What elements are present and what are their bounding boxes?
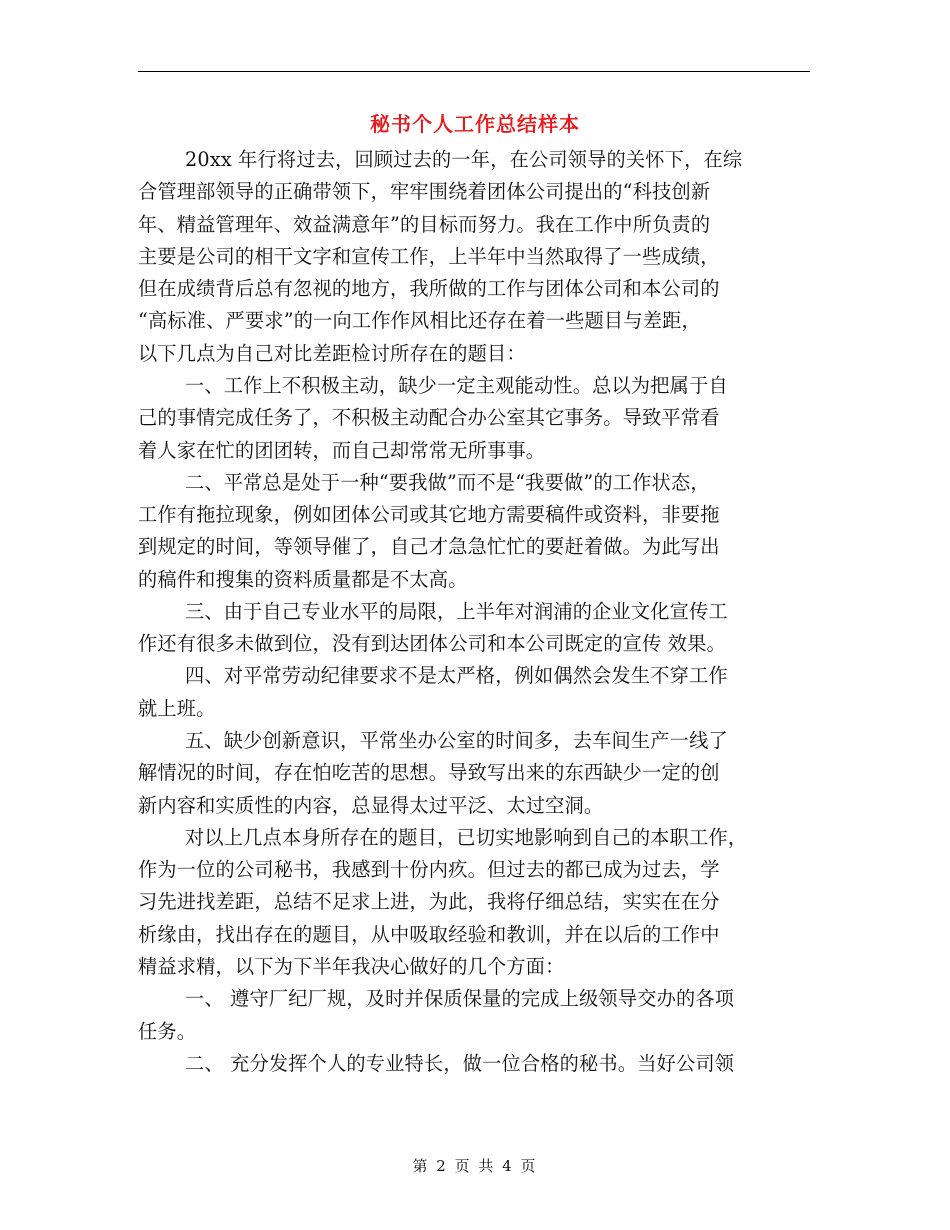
text-line: 精益求精，以下为下半年我决心做好的几个方面： (138, 955, 565, 978)
text-line: 己的事情完成任务了，不积极主动配合办公室其它事务。导致平常看 (138, 406, 720, 430)
text-line: 但在成绩背后总有忽视的地方，我所做的工作与团体公司和本公司的 (138, 277, 720, 301)
text-line: 的稿件和搜集的资料质量都是不太高。 (138, 567, 468, 591)
text-line: 二、平常总是处于一种“要我做”而不是“我要做”的工作状态， (185, 470, 710, 494)
text-line: 一、 遵守厂纪厂规，及时并保质保量的完成上级领导交办的各项 (185, 987, 735, 1011)
text-line: 主要是公司的相干文字和宣传工作，上半年中当然取得了一些成绩， (138, 244, 720, 268)
page-footer: 第 2 页 共 4 页 (412, 1157, 538, 1175)
text-line: 一、工作上不积极主动，缺少一定主观能动性。总以为把属于自 (185, 373, 728, 397)
text-line: “高标准、严要求”的一向工作作风相比还存在着一些题目与差距， (138, 309, 701, 333)
document-title: 秘书个人工作总结样本 (370, 112, 580, 136)
text-line: 作为一位的公司秘书，我感到十份内疚。但过去的都已成为过去，学 (138, 858, 720, 882)
text-line: 以下几点为自己对比差距检讨所存在的题目： (138, 341, 526, 365)
text-line: 习先进找差距，总结不足求上进，为此，我将仔细总结，实实在在分 (138, 890, 720, 914)
text-line: 五、缺少创新意识，平常坐办公室的时间多，去车间生产一线了 (185, 729, 728, 753)
text-line: 对以上几点本身所存在的题目，已切实地影响到自己的本职工作， (185, 825, 748, 849)
text-line: 二、 充分发挥个人的专业特长，做一位合格的秘书。当好公司领 (185, 1051, 735, 1075)
text-line: 新内容和实质性的内容，总显得太过平泛、太过空洞。 (138, 793, 604, 817)
text-line: 着人家在忙的团团转，而自己却常常无所事事。 (138, 438, 546, 462)
text-line: 作还有很多未做到位，没有到达团体公司和本公司既定的宣传 效果。 (138, 632, 726, 656)
text-line: 析缘由，找出存在的题目，从中吸取经验和教训，并在以后的工作中 (138, 922, 720, 946)
text-line: 到规定的时间，等领导催了，自己才急急忙忙的要赶着做。为此写出 (138, 535, 720, 559)
text-line: 工作有拖拉现象，例如团体公司或其它地方需要稿件或资料，非要拖 (138, 503, 720, 527)
text-line: 任务。 (138, 1019, 197, 1043)
text-line: 四、对平常劳动纪律要求不是太严格，例如偶然会发生不穿工作 (185, 664, 728, 688)
text-line: 就上班。 (138, 696, 216, 720)
text-line: 解情况的时间，存在怕吃苦的思想。导致写出来的东西缺少一定的创 (138, 761, 720, 785)
text-line: 三、由于自己专业水平的局限，上半年对润浦的企业文化宣传工 (185, 599, 728, 623)
text-line: 合管理部领导的正确带领下，牢牢围绕着团体公司提出的“科技创新 (138, 180, 711, 204)
text-line: 20xx 年行将过去，回顾过去的一年，在公司领导的关怀下，在综 (185, 148, 743, 171)
header-rule (138, 71, 810, 72)
text-line: 年、精益管理年、效益满意年”的目标而努力。我在工作中所负责的 (138, 212, 711, 236)
